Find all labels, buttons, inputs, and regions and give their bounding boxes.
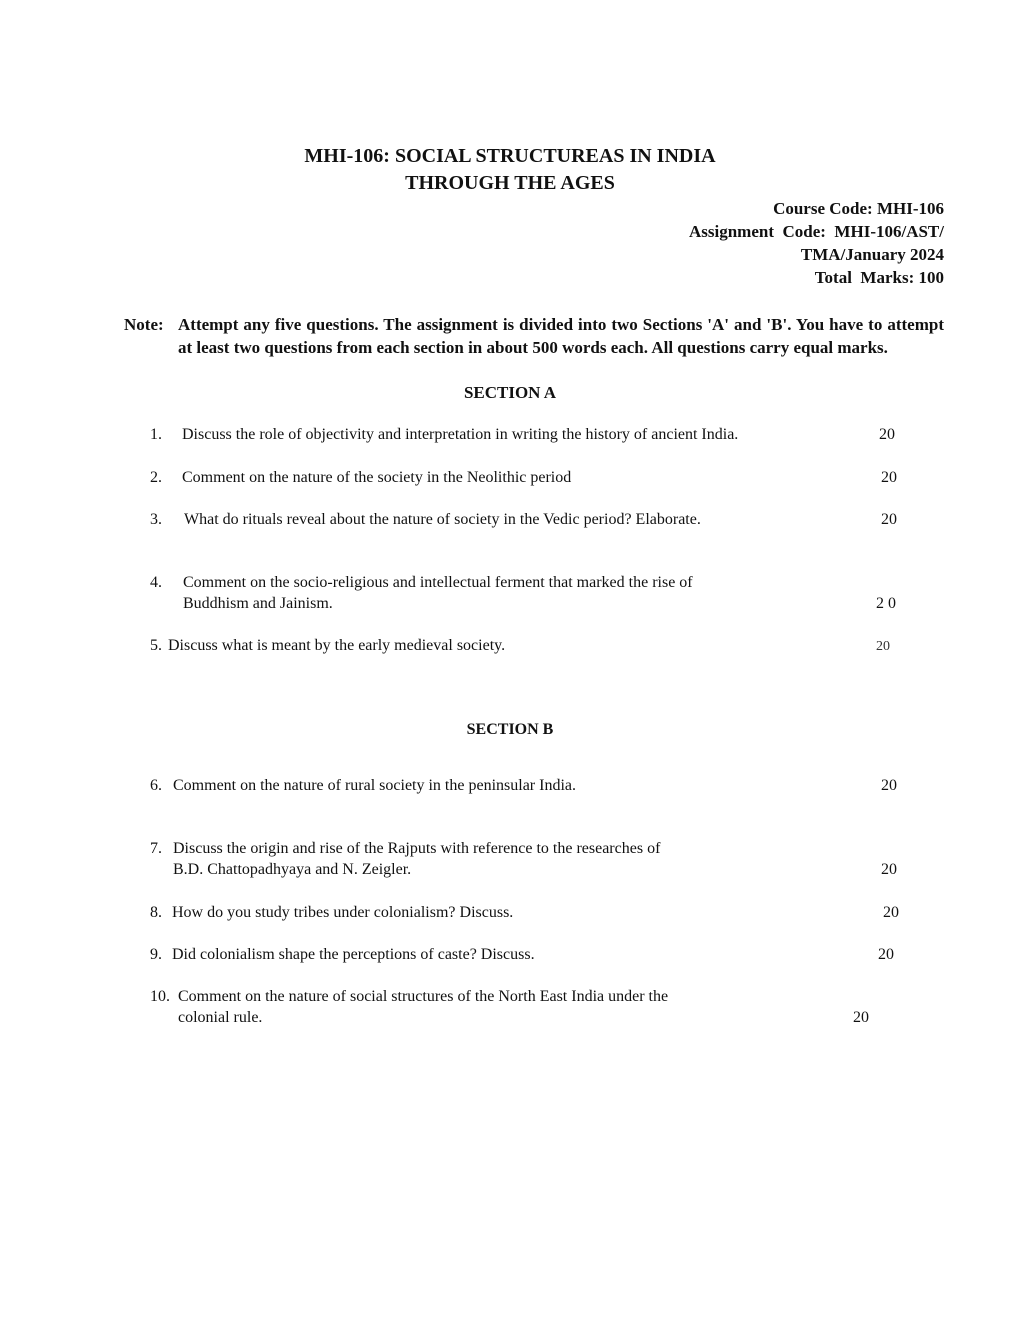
document-title-line1: MHI-106: SOCIAL STRUCTUREAS IN INDIA — [304, 145, 716, 167]
question-text: How do you study tribes under colonialism? Discuss. — [172, 904, 514, 921]
question-text-cont: colonial rule. — [178, 1009, 263, 1026]
instructions-note — [124, 313, 944, 359]
question-text: Comment on the nature of social structures of the North East India under the — [178, 988, 669, 1005]
assignment-code-cont: TMA/January 2024 — [800, 245, 944, 264]
question-marks: 20 — [881, 777, 897, 794]
question-text: Comment on the nature of rural society in the peninsular India. — [173, 777, 576, 794]
question-number: 8. — [150, 904, 162, 921]
question-number: 6. — [150, 777, 162, 794]
question-text: Discuss the origin and rise of the Rajputs with reference to the researches of — [173, 840, 661, 857]
question-marks: 20 — [881, 469, 897, 486]
section-b-heading: SECTION B — [466, 721, 554, 738]
question-number: 2. — [150, 469, 162, 486]
question-text-cont: Buddhism and Jainism. — [183, 595, 333, 612]
assignment-code: Assignment Code: MHI-106/AST/ — [688, 222, 944, 241]
question-text: What do rituals reveal about the nature of society in the Vedic period? Elaborate. — [184, 511, 701, 528]
question-marks: 20 — [879, 426, 895, 443]
question-number: 3. — [150, 511, 162, 528]
note-label: Note: — [124, 315, 164, 334]
question-text: Comment on the socio-religious and intellectual ferment that marked the rise of — [183, 574, 693, 591]
document-title-line2: THROUGH THE AGES — [405, 172, 615, 194]
question-text: Discuss what is meant by the early medieval society. — [168, 637, 506, 654]
question-marks: 20 — [876, 639, 890, 654]
question-marks: 20 — [881, 861, 897, 878]
question-marks: 20 — [853, 1009, 869, 1026]
question-text: Discuss the role of objectivity and interpretation in writing the history of ancient India. — [182, 426, 739, 443]
question-number: 5. — [150, 637, 162, 654]
question-text: Did colonialism shape the perceptions of caste? Discuss. — [172, 946, 535, 963]
question-number: 7. — [150, 840, 162, 857]
section-a-heading: SECTION A — [463, 383, 557, 402]
course-code: Course Code: MHI-106 — [773, 199, 944, 218]
question-marks: 2 0 — [876, 595, 896, 612]
question-number: 10. — [150, 988, 170, 1005]
question-marks: 20 — [883, 904, 899, 921]
total-marks: Total Marks: 100 — [814, 268, 944, 287]
question-marks: 20 — [881, 511, 897, 528]
question-number: 4. — [150, 574, 162, 591]
question-number: 1. — [150, 426, 162, 443]
question-marks: 20 — [878, 946, 894, 963]
note-text: Attempt any five questions. The assignment is divided into two Sections 'A' and 'B'. You have to attempt at least two questions from each section in about 500 words each. All questions carry equal marks. — [178, 315, 944, 357]
question-text-cont: B.D. Chattopadhyaya and N. Zeigler. — [173, 861, 412, 878]
question-text: Comment on the nature of the society in the Neolithic period — [182, 469, 572, 486]
question-number: 9. — [150, 946, 162, 963]
